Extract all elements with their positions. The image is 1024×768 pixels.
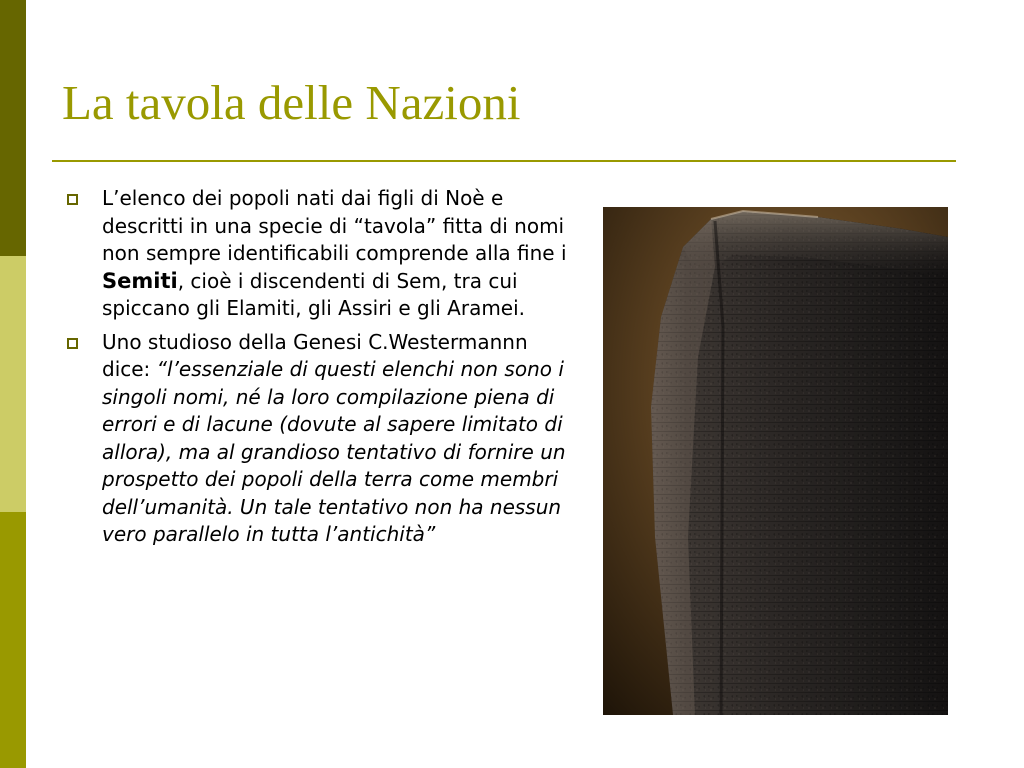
square-bullet-icon	[67, 338, 78, 349]
stele-photo	[603, 207, 948, 715]
title-divider	[52, 160, 956, 162]
bullet-item	[62, 185, 572, 323]
bullet-text-continued: , cioè i discendenti di Sem, tra cui spiccano gli Elamiti, gli Assiri e gli Aramei.	[102, 268, 526, 320]
bold-term: Semiti	[102, 268, 178, 293]
square-bullet-icon	[67, 194, 78, 205]
sidebar-band-middle	[0, 256, 26, 512]
bullet-list	[62, 185, 572, 555]
bullet-text: Uno studioso della Genesi C.Westermannn dice:	[102, 329, 528, 381]
quotation-text: “l’essenziale di questi elenchi non sono i singoli nomi, né la loro compilazione piena di errori e di lacune (dovute al sapere limitato di allora), ma al grandioso tentativo di fornire un prospetto dei popoli della terra come membri dell’umanità. Un tale tentativo non ha nessun vero parallelo in tutta l’antichità”	[102, 357, 566, 546]
sidebar-band-top	[0, 0, 26, 256]
bullet-item	[62, 329, 572, 549]
sidebar-band-bottom	[0, 512, 26, 768]
bullet-text: L’elenco dei popoli nati dai figli di Noè e descritti in una specie di “tavola” fitta di nomi non sempre identificabili comprende alla fine i	[102, 186, 567, 265]
slide-title: La tavola delle Nazioni	[62, 75, 521, 130]
